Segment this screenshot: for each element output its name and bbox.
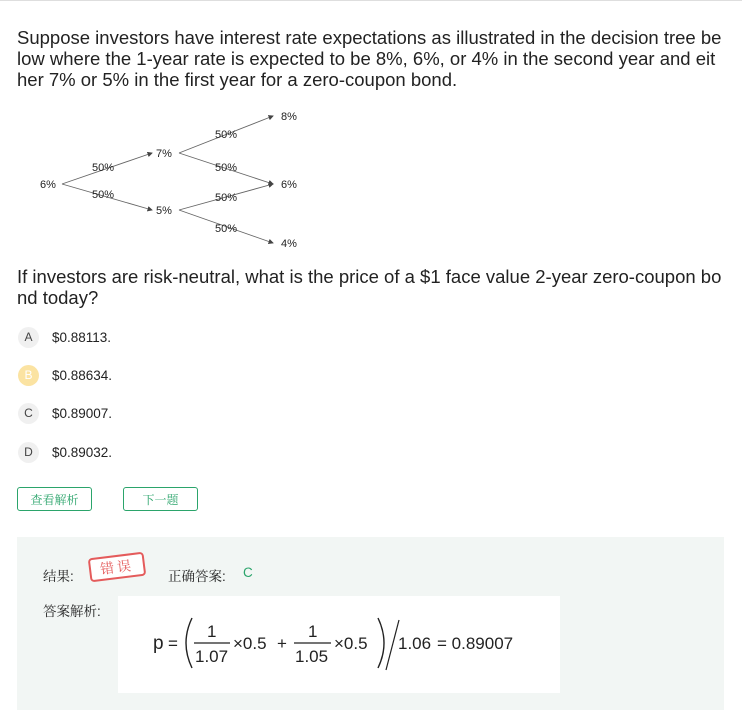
formula-den: 1.05	[295, 647, 329, 666]
formula-num: 1	[207, 622, 217, 641]
option-letter: D	[18, 442, 39, 463]
option-c[interactable]	[18, 402, 112, 424]
tree-prob: 50%	[215, 162, 238, 174]
option-text: $0.88113.	[52, 329, 112, 345]
decision-tree	[30, 104, 310, 259]
wrong-stamp: 错误	[88, 552, 147, 583]
tree-node-7: 7%	[156, 148, 172, 160]
top-divider	[0, 0, 742, 1]
formula-times: ×0.5	[233, 634, 267, 653]
formula-result: = 0.89007	[437, 634, 514, 653]
next-question-button[interactable]: 下一题	[123, 487, 198, 511]
formula-plus: +	[277, 634, 287, 653]
formula-den: 1.07	[195, 647, 229, 666]
formula-eq: =	[168, 634, 178, 653]
option-text: $0.89007.	[52, 405, 113, 421]
tree-prob: 50%	[215, 192, 238, 204]
tree-node-4: 4%	[281, 238, 297, 250]
option-letter: B	[18, 365, 39, 386]
option-a[interactable]	[18, 326, 111, 348]
result-panel	[17, 537, 724, 710]
tree-prob: 50%	[215, 129, 238, 141]
option-letter: A	[18, 327, 39, 348]
option-d[interactable]	[18, 441, 112, 463]
option-letter: C	[18, 403, 39, 424]
option-b[interactable]	[18, 364, 112, 386]
view-analysis-button[interactable]: 查看解析	[17, 487, 92, 511]
question-text: Suppose investors have interest rate expectations as illustrated in the decision tree below where the 1-year rate is expected to be 8%, 6%, or 4% in the second year and either 7% or 5% in the first year for a zero-coupon bond.	[17, 27, 722, 90]
option-text: $0.88634.	[52, 367, 113, 383]
tree-prob: 50%	[92, 162, 115, 174]
formula-paren-right	[378, 618, 384, 668]
formula-num: 1	[308, 622, 318, 641]
formula-divisor: 1.06	[398, 634, 432, 653]
tree-node-5: 5%	[156, 205, 172, 217]
correct-answer-label: 正确答案:	[168, 569, 226, 584]
question-prompt: If investors are risk-neutral, what is the price of a $1 face value 2-year zero-coupon bond today?	[17, 266, 722, 308]
correct-answer-value: C	[243, 565, 253, 580]
formula-times: ×0.5	[334, 634, 368, 653]
tree-prob: 50%	[92, 189, 115, 201]
tree-prob: 50%	[215, 223, 238, 235]
tree-node-root: 6%	[40, 179, 56, 191]
result-label: 结果:	[43, 569, 74, 584]
tree-node-8: 8%	[281, 111, 297, 123]
analysis-label: 答案解析:	[43, 604, 101, 619]
tree-node-6: 6%	[281, 179, 297, 191]
formula-image	[118, 596, 560, 693]
option-text: $0.89032.	[52, 444, 113, 460]
formula-paren-left	[186, 618, 192, 668]
formula-lhs: p	[153, 633, 164, 654]
